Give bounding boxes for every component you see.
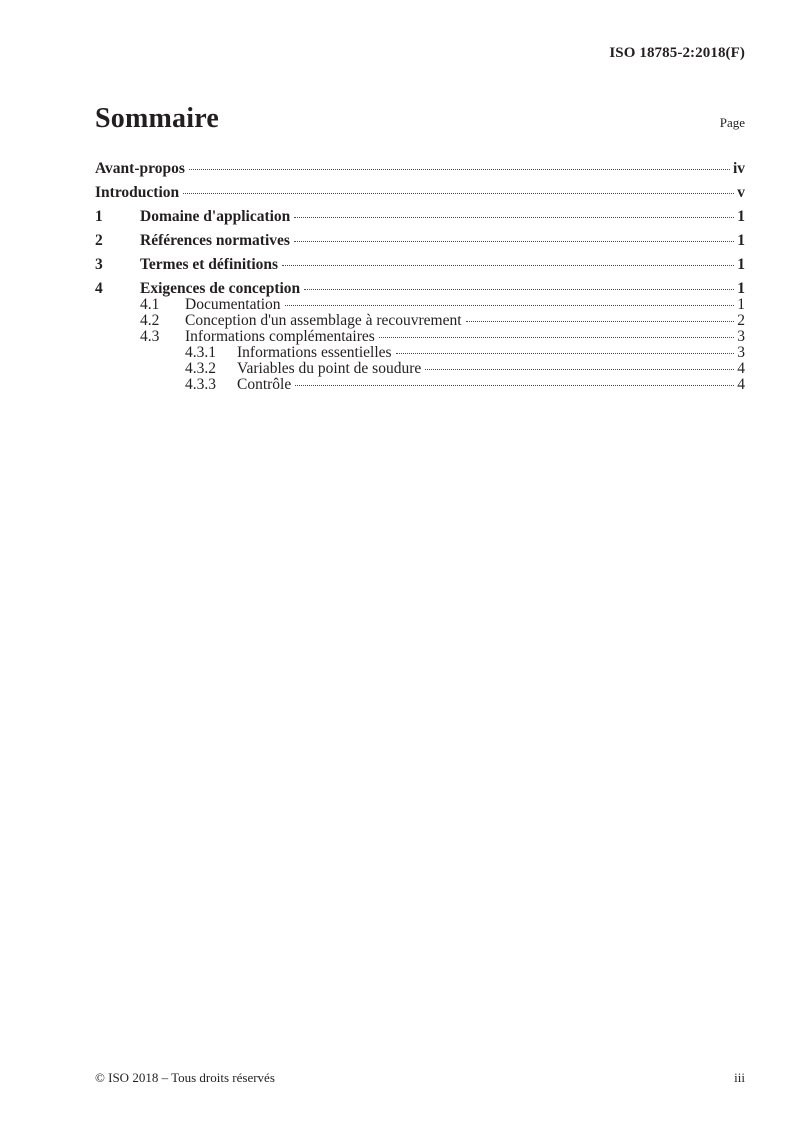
toc-entry-page: 3 [737, 344, 745, 361]
dot-leader [189, 169, 730, 170]
toc-entry-label: Informations essentielles [237, 344, 392, 361]
toc-entry-page: 2 [737, 312, 745, 329]
page-column-label: Page [719, 115, 745, 130]
toc-title: Sommaire [95, 103, 219, 134]
toc-entry [95, 345, 745, 361]
toc-entry-number: 3 [95, 256, 103, 273]
toc-entry [95, 329, 745, 345]
copyright-notice: © ISO 2018 – Tous droits réservés [95, 1070, 275, 1085]
toc-entry [95, 313, 745, 329]
toc-entry-label: Documentation [185, 296, 281, 313]
toc-entry [95, 297, 745, 313]
dot-leader [282, 265, 734, 266]
toc-entry-page: iv [732, 160, 745, 177]
toc-header [95, 103, 745, 135]
dot-leader [425, 369, 734, 370]
toc-entry-number: 4.2 [140, 312, 160, 329]
toc-entry-label: Termes et définitions [140, 256, 279, 273]
toc-entry-page: v [737, 184, 745, 201]
dot-leader [294, 241, 734, 242]
dot-leader [379, 337, 734, 338]
toc-entry-page: 4 [737, 376, 745, 393]
toc-entry [95, 161, 745, 177]
dot-leader [183, 193, 734, 194]
toc-entry-label: Conception d'un assemblage à recouvrement [185, 312, 462, 329]
toc-entry-label: Variables du point de soudure [237, 360, 422, 377]
toc-entry-label: Avant-propos [95, 160, 185, 177]
toc-entry-number: 4.3.1 [185, 344, 216, 361]
toc-entry [95, 257, 745, 273]
toc-entry [95, 233, 745, 249]
dot-leader [396, 353, 735, 354]
dot-leader [294, 217, 734, 218]
toc-entry-number: 4.3.3 [185, 376, 216, 393]
dot-leader [304, 289, 734, 290]
toc-entry-page: 3 [737, 328, 745, 345]
toc-entry-page: 1 [737, 280, 745, 297]
toc-entry [95, 281, 745, 297]
toc-entry-number: 4.1 [140, 296, 160, 313]
toc-entry-label: Exigences de conception [140, 280, 301, 297]
folio-page-number: iii [734, 1070, 745, 1085]
toc-entry [95, 209, 745, 225]
toc-entry-label: Références normatives [140, 232, 290, 249]
dot-leader [466, 321, 735, 322]
dot-leader [285, 305, 735, 306]
toc-entry-label: Domaine d'application [140, 208, 291, 225]
toc-entry-page: 1 [737, 256, 745, 273]
toc-entry [95, 361, 745, 377]
dot-leader [295, 385, 734, 386]
toc-entry [95, 377, 745, 393]
toc-entry-number: 4.3.2 [185, 360, 216, 377]
toc-entry-number: 4.3 [140, 328, 160, 345]
toc-entry-number: 2 [95, 232, 103, 249]
toc-entry-page: 4 [737, 360, 745, 377]
toc-entry-number: 4 [95, 280, 103, 297]
toc-entry-label: Informations complémentaires [185, 328, 375, 345]
document-reference: ISO 18785-2:2018(F) [609, 45, 745, 61]
toc-entry-label: Introduction [95, 184, 180, 201]
toc-entry-label: Contrôle [237, 376, 292, 393]
page-footer [95, 1070, 745, 1086]
toc-entry-page: 1 [737, 296, 745, 313]
toc-entry [95, 185, 745, 201]
toc-entry-page: 1 [737, 232, 745, 249]
toc-entry-page: 1 [737, 208, 745, 225]
toc-entry-number: 1 [95, 208, 103, 225]
toc-list [95, 153, 745, 393]
